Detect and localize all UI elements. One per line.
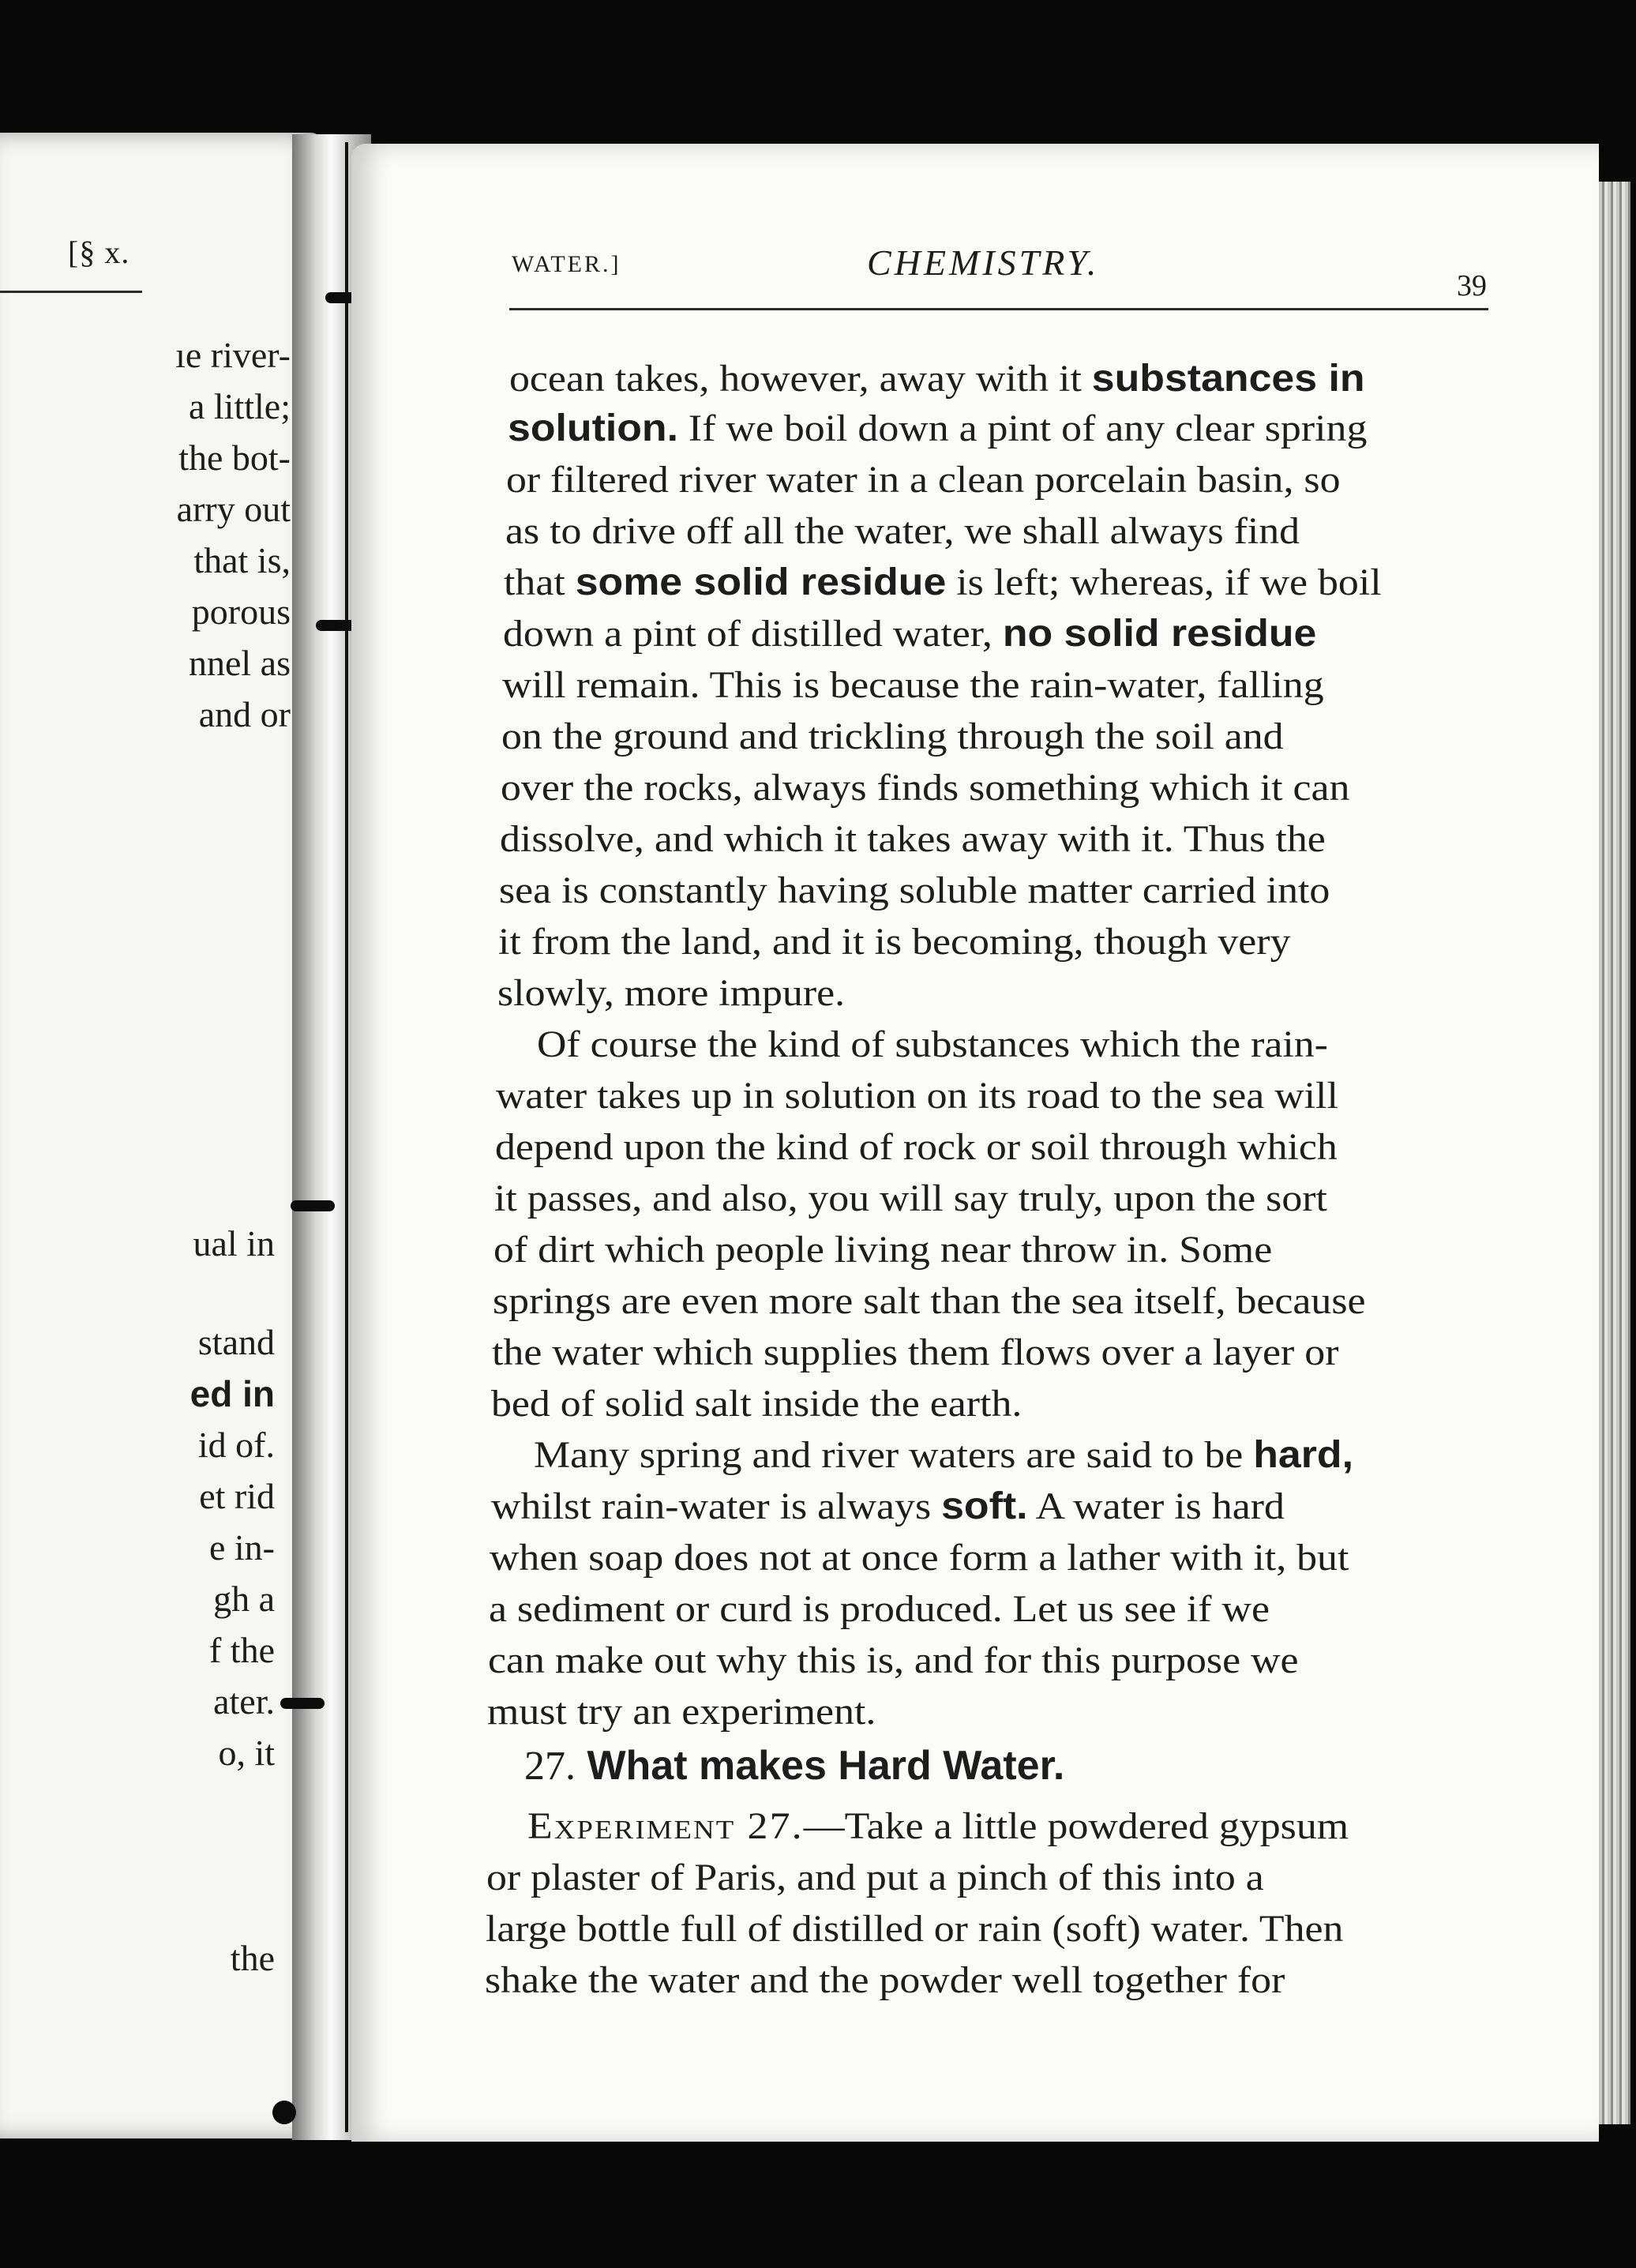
emphasis-no-solid-residue: no solid residue (1002, 613, 1317, 655)
left-line: arry out (176, 489, 291, 529)
text-line: slowly, more impure. (497, 972, 846, 1014)
gutter-fold-line (345, 142, 348, 2132)
text-line: it passes, and also, you will say truly, upon the sort (494, 1177, 1327, 1219)
page-edges (1599, 182, 1630, 2124)
binding-stitch (280, 1698, 325, 1709)
text-line: depend upon the kind of rock or soil through which (495, 1126, 1338, 1168)
left-line: ater. (213, 1681, 275, 1722)
left-line: porous (191, 591, 291, 632)
left-line: that is, (193, 540, 291, 580)
text-line: Of course the kind of substances which the rain- (537, 1023, 1328, 1065)
left-line: ed in (189, 1373, 275, 1414)
text-line: as to drive off all the water, we shall always find (505, 510, 1300, 552)
text-line: that some solid residue is left; whereas, if we boil (504, 561, 1382, 603)
text-line: sea is constantly having soluble matter carried into (499, 869, 1330, 911)
left-line: o, it (218, 1733, 275, 1773)
text-line: shake the water and the powder well together for (485, 1959, 1285, 2001)
text-line: when soap does not at once form a lather with it, but (490, 1537, 1349, 1579)
left-line: id of. (197, 1425, 275, 1465)
left-line: e in- (208, 1527, 275, 1568)
text-line: over the rocks, always finds something which it can (501, 767, 1350, 809)
text-line: or plaster of Paris, and put a pinch of this into a (486, 1857, 1264, 1898)
section-title-text: What makes Hard Water. (576, 1743, 1065, 1789)
text-line: Experiment 27.—Take a little powdered gypsum (527, 1805, 1349, 1847)
left-line: f the (208, 1630, 275, 1670)
text-line: or filtered river water in a clean porcelain basin, so (506, 459, 1341, 501)
text-line: solution. If we boil down a pint of any clear spring (508, 407, 1368, 449)
left-line: ıe river- (175, 335, 291, 375)
left-line: and or (198, 694, 291, 734)
page-number: 39 (1457, 269, 1487, 302)
text-line: dissolve, and which it takes away with it. Thus the (500, 818, 1326, 860)
emphasis-substances-in: substances in (1091, 358, 1365, 400)
left-header-rule (0, 291, 142, 293)
text-line: bed of solid salt inside the earth. (491, 1383, 1022, 1425)
section-heading (524, 1742, 1064, 1789)
left-line: stand (197, 1322, 275, 1362)
left-line: the (230, 1938, 275, 1978)
text-line: Many spring and river waters are said to be hard, (534, 1434, 1353, 1476)
text-line: of dirt which people living near throw in. Some (493, 1229, 1273, 1271)
text-line: can make out why this is, and for this purpose we (488, 1639, 1299, 1681)
text-line: down a pint of distilled water, no solid residue (503, 613, 1317, 655)
emphasis-hard: hard, (1253, 1434, 1353, 1476)
running-header-section: WATER.] (512, 251, 621, 277)
binding-stitch (272, 2101, 296, 2124)
text-line: it from the land, and it is becoming, though very (498, 921, 1291, 963)
text-line: will remain. This is because the rain-water, falling (502, 664, 1324, 706)
section-number: 27. (524, 1744, 576, 1789)
header-rule (509, 308, 1488, 310)
experiment-label: Experiment 27. (527, 1805, 804, 1847)
text-line: must try an experiment. (487, 1691, 876, 1733)
emphasis-solution: solution. (508, 407, 678, 449)
text-line: whilst rain-water is always soft. A water is hard (491, 1485, 1285, 1527)
emphasis-some-solid-residue: some solid residue (575, 561, 947, 603)
binding-stitch (291, 1200, 335, 1211)
left-line: a little; (188, 386, 291, 426)
left-line: gh a (213, 1579, 275, 1619)
emphasis-soft: soft. (941, 1485, 1028, 1527)
left-line: et rid (199, 1476, 275, 1516)
text-line: on the ground and trickling through the soil and (501, 715, 1284, 757)
running-header-title: CHEMISTRY. (867, 242, 1100, 283)
left-line: ual in (193, 1223, 275, 1264)
text-line: ocean takes, however, away with it substances in (509, 358, 1365, 400)
left-line: nnel as (188, 643, 291, 683)
text-line: a sediment or curd is produced. Let us see if we (489, 1588, 1270, 1630)
text-line: water takes up in solution on its road to the sea will (496, 1075, 1338, 1117)
left-page (0, 133, 322, 2138)
text-line: springs are even more salt than the sea itself, because (493, 1280, 1366, 1322)
left-line: the bot- (178, 437, 291, 478)
text-line: the water which supplies them flows over a layer or (492, 1331, 1339, 1373)
text-line: large bottle full of distilled or rain (soft) water. Then (486, 1908, 1344, 1950)
left-page-header: [§ x. (68, 235, 130, 270)
